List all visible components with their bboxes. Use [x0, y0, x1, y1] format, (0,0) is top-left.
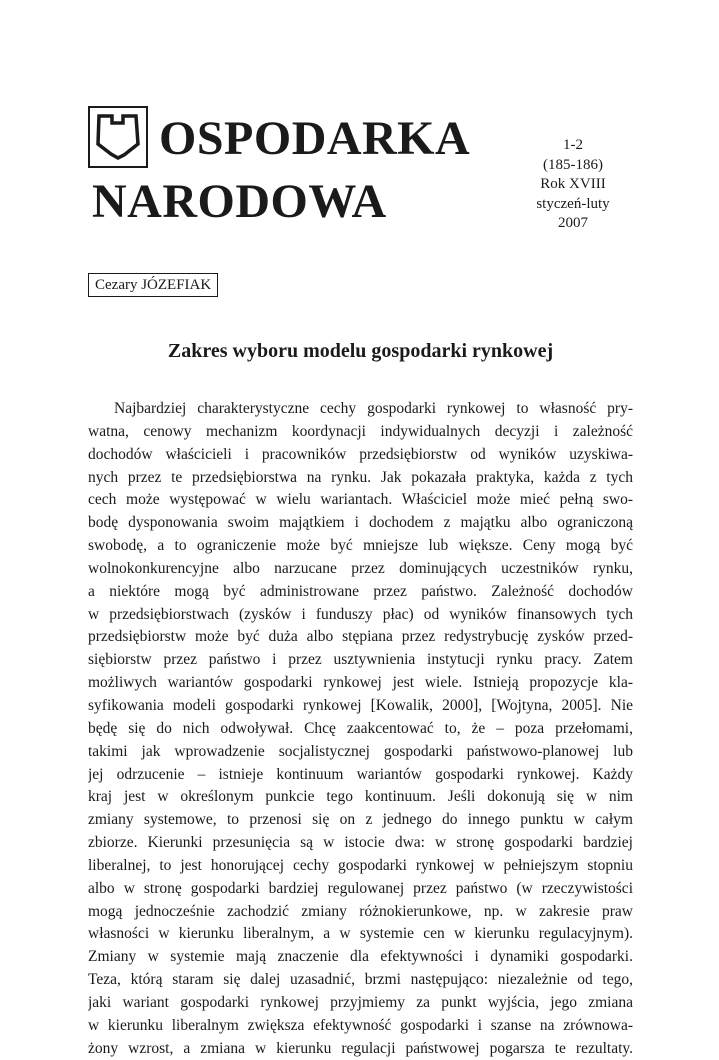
body-line: cech może występować w wielu wariantach. Właściciel może mieć pełną swo- [88, 491, 633, 509]
issue-info [513, 136, 633, 234]
body-line: syfikowania modeli gospodarki rynkowej [Kowalik, 2000], [Wojtyna, 2005]. Nie [88, 696, 633, 714]
map-outline-icon [94, 112, 142, 162]
body-line: w przedsiębiorstwach (zysków i funduszy płac) od wyników finansowych tych [88, 605, 633, 623]
body-line: zbiorze. Kierunki przesunięcia są w istocie dwa: w stronę gospodarki bardziej [88, 834, 633, 852]
journal-logo-icon [88, 106, 148, 168]
body-line: będę się do nich odwoływał. Chcę zaakcentować to, że – poza przełomami, [88, 719, 633, 737]
journal-masthead [88, 104, 633, 234]
body-line: swobodę, a to ograniczenie może być mniejsze lub większe. Ceny mogą być [88, 537, 633, 555]
body-line: Teza, którą staram się dalej uzasadnić, brzmi następująco: niezależnie od tego, [88, 971, 633, 989]
body-line: bodę dysponowania swoim majątkiem i dochodem z majątku albo ograniczoną [88, 514, 633, 532]
body-line: Zmiany w systemie mają znaczenie dla efektywności i dynamiki gospodarki. [88, 948, 633, 966]
issue-range: (185-186) [543, 156, 603, 173]
body-line: nych przez te przedsiębiorstwa na rynku. Jak pokazała praktyka, każda z tych [88, 468, 633, 486]
body-line: siębiorstw przez państwo i przez usztywnienia instytucji rynku pracy. Zatem [88, 651, 633, 669]
article-title: Zakres wyboru modelu gospodarki rynkowej [167, 340, 554, 362]
body-line: własności w kierunku liberalnym, a w systemie cen w kierunku regulacyjnym). [88, 925, 633, 943]
body-line: przedsiębiorstw może być duża albo stępiana przez redystrybucję zysków przed- [88, 628, 633, 646]
issue-number: 1-2 [563, 137, 583, 153]
journal-title-line2: NARODOWA [92, 175, 387, 228]
body-line: żony wzrost, a zmiana w kierunku regulacji państwowej pogarsza te rezultaty. [88, 1039, 633, 1057]
body-line: w kierunku liberalnym zwiększa efektywność gospodarki i szanse na zrównowa- [88, 1016, 633, 1034]
issue-year: 2007 [558, 215, 588, 231]
issue-months: styczeń-luty [536, 195, 610, 212]
body-line: jej odrzucenie – istnieje kontinuum wariantów gospodarki rynkowej. Każdy [88, 765, 633, 783]
body-line: Najbardziej charakterystyczne cechy gospodarki rynkowej to własność pry- [114, 400, 633, 417]
issue-year-volume: Rok XVIII [540, 176, 606, 192]
body-line: liberalnej, to jest honorującej cechy gospodarki rynkowej w pełniejszym stopniu [88, 856, 633, 874]
body-line: zmiany systemowe, to przenosi się on z jednego do innego punktu w całym [88, 811, 633, 829]
article-body [88, 398, 633, 1060]
body-line: kraj jest w określonym punkcie tego kontinuum. Jeśli dokonują się w nim [88, 788, 633, 806]
body-line: wolnokonkurencyjne albo narzucane przez dominujących uczestników rynku, [88, 559, 633, 577]
journal-title-line1: OSPODARKA [159, 112, 471, 165]
body-line: możliwych wariantów gospodarki rynkowej jest wiele. Istnieją propozycje kla- [88, 674, 633, 692]
body-line: watna, cenowy mechanizm koordynacji indywidualnych decyzji i zależność [88, 422, 633, 440]
body-line: jaki wariant gospodarki rynkowej przyjmiemy za punkt wyjścia, jego zmiana [88, 993, 633, 1011]
author-name: Cezary JÓZEFIAK [88, 273, 218, 297]
body-line: a niektóre mogą być administrowane przez państwo. Zależność dochodów [88, 582, 633, 600]
body-line: takimi jak wprowadzenie socjalistycznej gospodarki państwowo-planowej lub [88, 742, 633, 760]
body-line: dochodów właścicieli i pracowników przedsiębiorstw od wyników uzyskiwa- [88, 445, 633, 463]
body-line: albo w stronę gospodarki bardziej regulowanej przez państwo (w rzeczywistości [88, 879, 633, 897]
body-line: mogą jednocześnie zachodzić zmiany różnokierunkowe, np. w zakresie praw [88, 902, 633, 920]
